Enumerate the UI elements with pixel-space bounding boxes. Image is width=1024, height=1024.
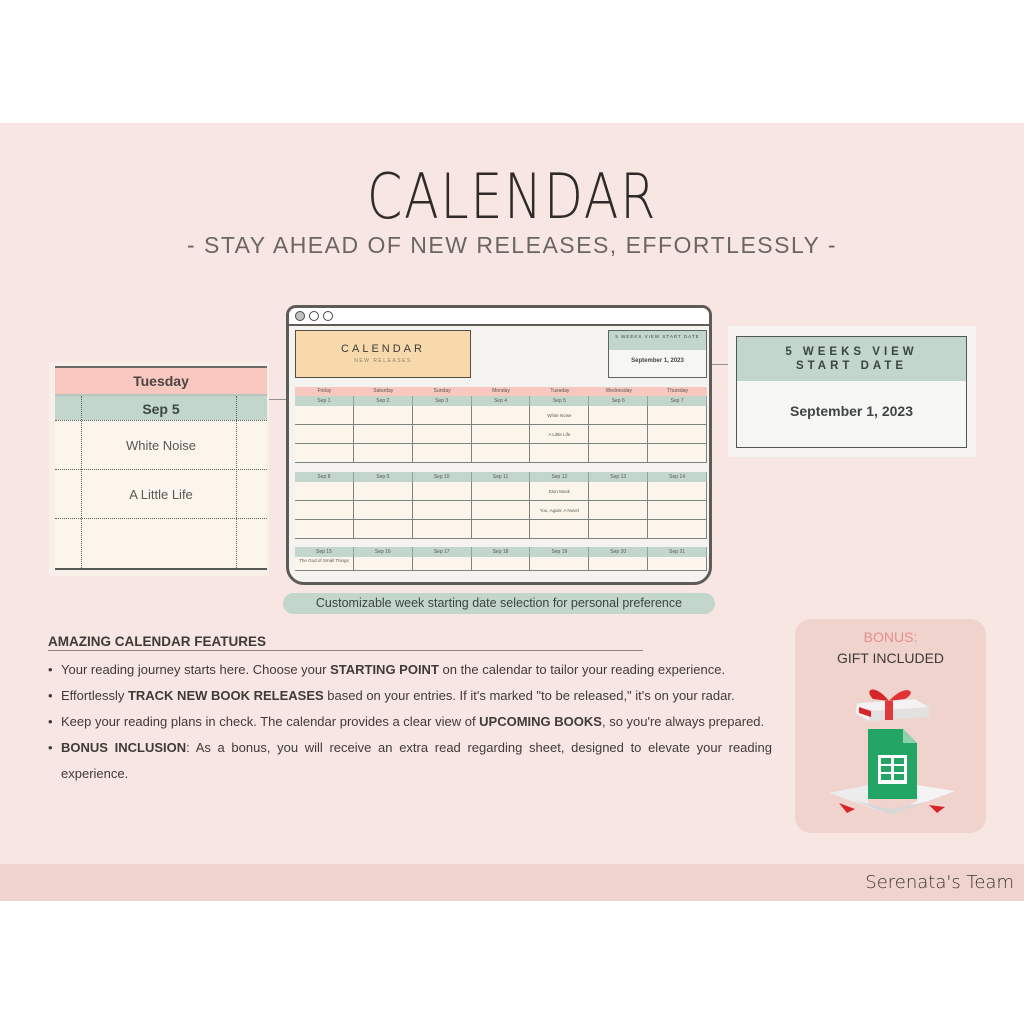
date-label: Sep 1 [295, 396, 354, 406]
start-date-inner[interactable] [736, 336, 967, 448]
weekday-label: Sunday [413, 387, 472, 396]
zoomed-day-card [49, 362, 269, 576]
start-date-header [737, 337, 966, 381]
week-1 [295, 387, 707, 463]
entry-cell[interactable] [648, 444, 707, 463]
entry-row [295, 425, 707, 444]
entry-cell[interactable] [589, 520, 648, 539]
date-label: Sep 16 [354, 547, 413, 557]
date-label: Sep 11 [472, 472, 531, 482]
entry-cell[interactable] [530, 557, 589, 571]
entry-cell[interactable] [472, 501, 531, 520]
window-title-bar [289, 308, 709, 326]
spreadsheet-gift-icon [795, 677, 986, 827]
entry-cell[interactable]: Elon Musk [530, 482, 589, 501]
calendar-window-mockup [286, 305, 712, 585]
start-date-header-line1: 5 WEEKS VIEW [785, 346, 918, 358]
entry-cell[interactable] [354, 557, 413, 571]
entry-cell[interactable] [295, 520, 354, 539]
zoomed-weekday: Tuesday [55, 368, 267, 394]
mini-start-header: 5 WEEKS VIEW START DATE [609, 331, 706, 350]
entry-cell[interactable] [413, 406, 472, 425]
feature-item [48, 735, 772, 787]
entry-cell[interactable] [295, 425, 354, 444]
entry-cell[interactable] [648, 406, 707, 425]
entry-cell[interactable] [413, 482, 472, 501]
feature-text: Keep your reading plans in check. The calendar provides a clear view of [61, 714, 480, 729]
feature-highlight: TRACK NEW BOOK RELEASES [127, 688, 324, 703]
weekday-label: Wednesday [589, 387, 648, 396]
entry-cell[interactable]: White Noise [530, 406, 589, 425]
weekday-label: Thursday [648, 387, 707, 396]
start-date-card [728, 326, 976, 457]
mini-calendar-title [295, 330, 471, 378]
date-label: Sep 19 [530, 547, 589, 557]
weekday-label: Saturday [354, 387, 413, 396]
entry-cell[interactable] [354, 520, 413, 539]
feature-item [48, 683, 772, 709]
zoomed-entry[interactable]: A Little Life [55, 469, 267, 518]
entry-cell[interactable] [472, 406, 531, 425]
date-label: Sep 8 [295, 472, 354, 482]
feature-item [48, 657, 772, 683]
date-label: Sep 17 [413, 547, 472, 557]
entry-cell[interactable] [472, 425, 531, 444]
entry-cell[interactable] [295, 406, 354, 425]
entry-row [295, 444, 707, 463]
date-row [295, 396, 707, 406]
feature-highlight: BONUS INCLUSION [61, 740, 187, 755]
date-label: Sep 14 [648, 472, 707, 482]
footer-band [0, 864, 1024, 901]
date-row [295, 472, 707, 482]
entry-cell[interactable] [589, 406, 648, 425]
entry-row [295, 406, 707, 425]
bonus-title: GIFT INCLUDED [836, 650, 945, 666]
entry-cell[interactable] [295, 482, 354, 501]
feature-text: Your reading journey starts here. Choose your [61, 662, 331, 677]
entry-cell[interactable] [354, 501, 413, 520]
mini-start-value: September 1, 2023 [631, 358, 684, 364]
entry-cell[interactable] [589, 557, 648, 571]
entry-cell[interactable] [589, 501, 648, 520]
entry-row [295, 557, 707, 571]
weekday-label: Tuesday [530, 387, 589, 396]
page-title: CALENDAR [366, 160, 658, 233]
date-label: Sep 4 [472, 396, 531, 406]
dotted-divider [236, 396, 237, 568]
entry-cell[interactable] [354, 406, 413, 425]
feature-caption-pill: Customizable week starting date selection for personal preference [283, 593, 715, 614]
entry-cell[interactable] [295, 444, 354, 463]
week-3 [295, 547, 707, 571]
brand-name: Serenata's Team [865, 872, 1014, 893]
entry-cell[interactable]: A Little Life [530, 425, 589, 444]
weekday-label: Monday [472, 387, 531, 396]
bonus-card [795, 619, 986, 833]
weekday-header-row [295, 387, 707, 396]
date-label: Sep 21 [648, 547, 707, 557]
entry-cell[interactable] [413, 520, 472, 539]
entry-cell[interactable] [295, 501, 354, 520]
date-label: Sep 6 [589, 396, 648, 406]
weekday-label: Friday [295, 387, 354, 396]
feature-highlight: UPCOMING BOOKS [479, 714, 602, 729]
entry-cell[interactable] [648, 520, 707, 539]
feature-text: : As a bonus, you will receive an extra read regarding sheet, designed to elevate your reading experience. [61, 740, 772, 781]
features-title: AMAZING CALENDAR FEATURES [48, 634, 266, 649]
feature-text: Effortlessly [61, 688, 128, 703]
entry-row [295, 482, 707, 501]
start-date-header-line2: START DATE [795, 360, 908, 372]
entry-cell[interactable] [413, 557, 472, 571]
entry-cell[interactable] [589, 425, 648, 444]
feature-highlight: STARTING POINT [330, 662, 439, 677]
entry-cell[interactable] [354, 425, 413, 444]
window-dot-icon [295, 311, 305, 321]
zoomed-day-inner [55, 366, 267, 570]
entry-row [295, 520, 707, 539]
date-label: Sep 13 [589, 472, 648, 482]
entry-cell[interactable] [648, 501, 707, 520]
date-label: Sep 15 [295, 547, 354, 557]
week-2 [295, 472, 707, 539]
date-label: Sep 18 [472, 547, 531, 557]
entry-cell[interactable] [413, 444, 472, 463]
entry-cell[interactable] [589, 482, 648, 501]
date-label: Sep 7 [648, 396, 707, 406]
zoomed-date: Sep 5 [55, 394, 267, 420]
start-date-value: September 1, 2023 [790, 403, 913, 419]
entry-cell[interactable] [354, 482, 413, 501]
entry-cell[interactable] [648, 482, 707, 501]
mini-start-date-box[interactable] [608, 330, 707, 378]
feature-text: based on your entries. If it's marked "to be released," it's on your radar. [323, 688, 735, 703]
mini-title-text: CALENDAR [341, 343, 425, 355]
entry-cell[interactable] [589, 444, 648, 463]
date-label: Sep 20 [589, 547, 648, 557]
entry-cell[interactable] [472, 482, 531, 501]
date-label: Sep 9 [354, 472, 413, 482]
mini-subtitle-text: NEW RELEASES [354, 358, 412, 364]
feature-text: , so you're always prepared. [601, 714, 765, 729]
zoomed-entry[interactable]: White Noise [55, 420, 267, 469]
date-label: Sep 2 [354, 396, 413, 406]
entry-cell[interactable] [530, 444, 589, 463]
date-label: Sep 5 [530, 396, 589, 406]
dotted-divider [81, 396, 82, 568]
entry-cell[interactable]: You, Again: A Novel [530, 501, 589, 520]
date-row [295, 547, 707, 557]
entry-cell[interactable] [413, 425, 472, 444]
feature-item [48, 709, 772, 735]
features-list [48, 657, 772, 787]
entry-cell[interactable] [472, 557, 531, 571]
entry-cell[interactable] [354, 444, 413, 463]
window-dot-icon [323, 311, 333, 321]
entry-cell[interactable]: The God of Small Things [295, 557, 354, 571]
page-subtitle: - STAY AHEAD OF NEW RELEASES, EFFORTLESSLY - [186, 232, 838, 258]
entry-row [295, 501, 707, 520]
window-dot-icon [309, 311, 319, 321]
bonus-label: BONUS: [863, 629, 918, 645]
date-label: Sep 10 [413, 472, 472, 482]
date-label: Sep 12 [530, 472, 589, 482]
entry-cell[interactable] [472, 520, 531, 539]
entry-cell[interactable] [530, 520, 589, 539]
entry-cell[interactable] [648, 557, 707, 571]
features-divider [48, 650, 643, 651]
entry-cell[interactable] [648, 425, 707, 444]
feature-text: on the calendar to tailor your reading experience. [438, 662, 726, 677]
entry-cell[interactable] [413, 501, 472, 520]
date-label: Sep 3 [413, 396, 472, 406]
entry-cell[interactable] [472, 444, 531, 463]
